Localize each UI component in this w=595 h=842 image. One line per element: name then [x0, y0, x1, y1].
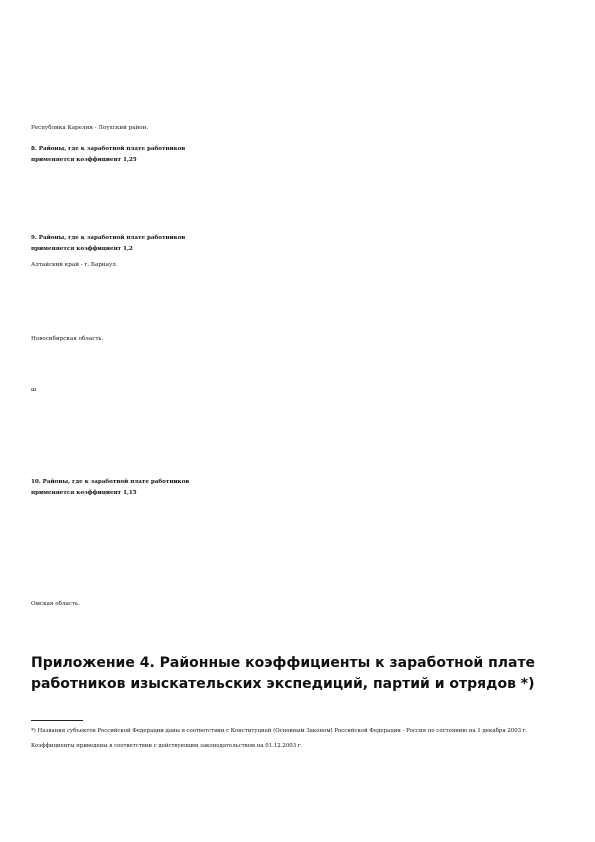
- section-subtitle: применяется коэффициент 1,15: [31, 489, 137, 496]
- paragraph: Новосибирская область.: [31, 336, 104, 343]
- paragraph: Омская область.: [31, 600, 80, 607]
- section-subtitle: применяется коэффициент 1,25: [31, 156, 137, 163]
- appendix-heading: Приложение 4. Районные коэффициенты к заработной плате работников изыскательских экспедиций, партий и отрядов *): [31, 655, 536, 692]
- section-title: 8. Районы, где к заработной плате работников: [31, 146, 186, 153]
- footnote: Коэффициенты приведены в соответствии с действующим законодательством на 01.12.2003 г.: [31, 742, 303, 749]
- footnotes: [31, 727, 559, 751]
- paragraph: Алтайский край - г. Барнаул.: [31, 261, 118, 268]
- paragraph: Республика Карелия - Лоухский район.: [31, 125, 149, 131]
- section-8-heading: [31, 144, 559, 165]
- section-title: 10. Районы, где к заработной плате работников: [31, 479, 190, 486]
- section-10-heading: [31, 477, 559, 498]
- section-subtitle: применяется коэффициент 1,2: [31, 245, 133, 252]
- section-9-heading: [31, 233, 559, 254]
- footnote: *) Названия субъектов Российской Федерации даны в соответствии с Конституцией (Основным Законом) Российской Федерации - Россия по состоянию на 1 декабря 2003 г.: [31, 728, 528, 735]
- lone-mark: ш: [31, 386, 37, 393]
- section-title: 9. Районы, где к заработной плате работников: [31, 235, 186, 242]
- document-body: [31, 14, 559, 751]
